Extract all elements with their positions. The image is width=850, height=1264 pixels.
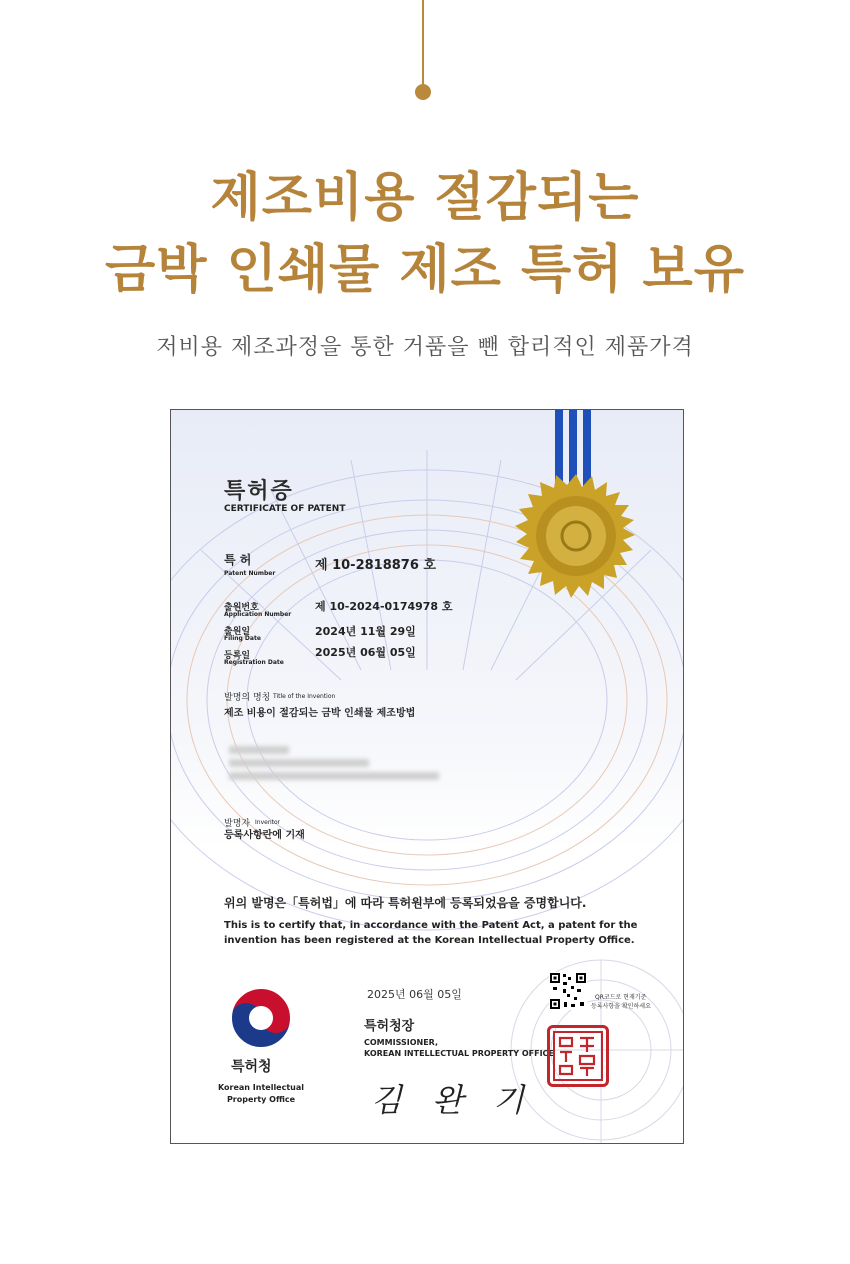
kipo-name-kr: 특허청 — [231, 1059, 272, 1075]
registration-date-label: 등록일 — [224, 651, 251, 661]
issue-date: 2025년 06월 05일 — [367, 988, 462, 1001]
certificate-title: 특허증 — [224, 479, 294, 504]
patent-number: 제 10-2818876 호 — [315, 558, 436, 573]
qr-note-line-2: 등록사항을 확인하세요 — [591, 1003, 651, 1010]
inventor-label: 발명자 — [224, 819, 251, 829]
commissioner-title-en-line-2: KOREAN INTELLECTUAL PROPERTY OFFICE — [364, 1049, 554, 1058]
filing-date: 2024년 11월 29일 — [315, 625, 416, 638]
filing-date-label-en: Filing Date — [224, 635, 261, 642]
patent-certificate — [170, 409, 684, 1144]
kipo-taegeuk-logo-icon — [229, 986, 293, 1050]
filing-date-label: 출원일 — [224, 627, 251, 637]
commissioner-title-en-line-1: COMMISSIONER, — [364, 1038, 439, 1047]
inventor-value: 등록사항란에 기재 — [224, 830, 305, 841]
patent-label-en: Patent Number — [224, 570, 276, 577]
registration-date-label-en: Registration Date — [224, 659, 284, 666]
redacted-text — [229, 759, 369, 767]
certificate-title-en: CERTIFICATE OF PATENT — [224, 504, 346, 514]
redacted-text — [229, 746, 289, 754]
invention-title: 제조 비용이 절감되는 금박 인쇄물 제조방법 — [224, 708, 416, 719]
top-decorative-line — [422, 0, 424, 86]
commissioner-title-kr: 특허청장 — [364, 1019, 415, 1034]
certify-statement-kr: 위의 발명은「특허법」에 따라 특허원부에 등록되었음을 증명합니다. — [224, 896, 587, 910]
redacted-text — [229, 772, 439, 780]
commissioner-signature: 김 완 기 — [371, 1081, 535, 1119]
application-label: 출원번호 — [224, 603, 259, 613]
headline-line-2: 금박 인쇄물 제조 특허 보유 — [105, 239, 745, 300]
inventor-label-en: Inventor — [255, 819, 281, 826]
top-decorative-dot — [415, 84, 431, 100]
headline-line-1: 제조비용 절감되는 — [210, 167, 640, 228]
application-number: 제 10-2024-0174978 호 — [315, 600, 453, 613]
kipo-name-en: Korean Intellectual Property Office — [217, 1083, 305, 1104]
gold-seal-icon — [511, 474, 641, 604]
qr-note-line-1: QR코드로 현재기준 — [595, 994, 647, 1001]
qr-code-icon[interactable] — [549, 972, 587, 1010]
invention-title-label: 발명의 명칭 — [224, 693, 271, 703]
registration-date: 2025년 06월 05일 — [315, 646, 416, 659]
patent-label: 특 허 — [224, 553, 252, 567]
application-label-en: Application Number — [224, 611, 292, 618]
official-red-stamp-icon — [547, 1025, 609, 1087]
subtitle: 저비용 제조과정을 통한 거품을 뺀 합리적인 제품가격 — [156, 335, 694, 360]
invention-title-label-en: Title of the Invention — [273, 693, 336, 700]
certify-statement-en: This is to certify that, in accordance with the Patent Act, a patent for the invention has been registered at the Korean Intellectual Property Office. — [224, 920, 638, 946]
